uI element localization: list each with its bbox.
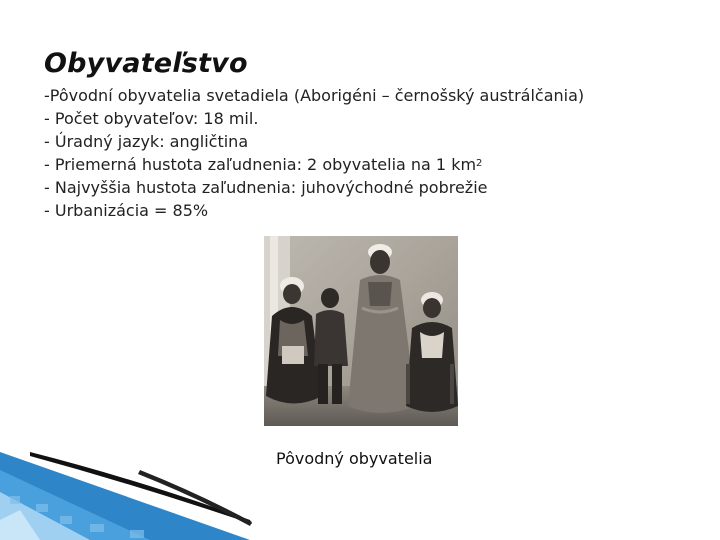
bullet-item: - Úradný jazyk: angličtina — [44, 132, 249, 151]
bullet-item: - Urbanizácia = 85% — [44, 201, 209, 220]
slide-title: Obyvateľstvo — [44, 48, 248, 79]
bullet-item: -Pôvodní obyvatelia svetadiela (Aborigéni – černošský austrálčania) — [44, 86, 585, 105]
bullet-item: - Počet obyvateľov: 18 mil. — [44, 109, 259, 128]
bullet-item: - Priemerná hustota zaľudnenia: 2 obyvatelia na 1 $km^2$ — [44, 155, 483, 174]
superscript: 2 — [476, 158, 483, 169]
photo-caption: Pôvodný obyvatelia — [276, 449, 433, 468]
bullet-item: - Najvyššia hustota zaľudnenia: juhovýchodné pobrežie — [44, 178, 488, 197]
